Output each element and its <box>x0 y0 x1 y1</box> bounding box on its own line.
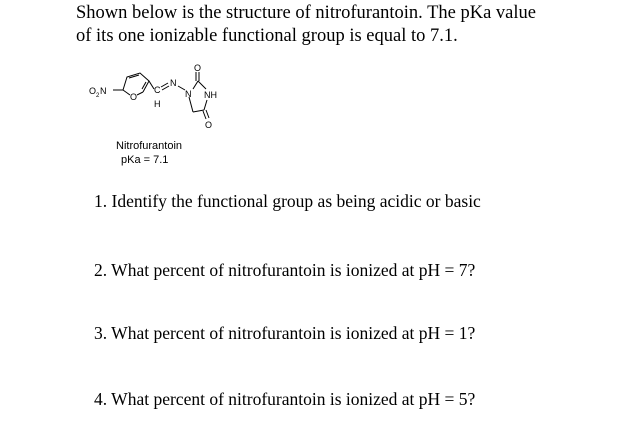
atom-no2-n: N <box>100 86 107 96</box>
bond-n-n <box>178 86 185 90</box>
atom-nh: NH <box>204 90 217 100</box>
structure-caption <box>116 139 182 167</box>
question-1: 1. Identify the functional group as being acidic or basic <box>94 191 481 211</box>
furan-ring-o-right <box>137 92 143 95</box>
compound-name: Nitrofurantoin <box>116 140 183 152</box>
question-3: 3. What percent of nitrofurantoin is ionized at pH = 1? <box>94 323 476 343</box>
atom-no2-sub: 2 <box>96 93 100 99</box>
question-4: 4. What percent of nitrofurantoin is ionized at pH = 5? <box>94 389 476 409</box>
compound-pka: pKa = 7.1 <box>121 154 169 166</box>
ring-c-nh <box>198 81 206 89</box>
atom-h: H <box>154 99 161 109</box>
question-2: 2. What percent of nitrofurantoin is ionized at pH = 7? <box>94 260 476 280</box>
furan-ring-o-left <box>123 90 130 95</box>
intro-line-2: of its one ionizable functional group is equal to 7.1. <box>76 26 458 46</box>
atom-o-bottom: O <box>205 120 213 130</box>
atom-no2-o: O <box>89 86 97 96</box>
bond-c-n-1 <box>161 83 168 87</box>
intro-line-1: Shown below is the structure of nitrofurantoin. The pKa value <box>76 3 536 23</box>
bond-co-bottom-2 <box>206 110 209 118</box>
atom-n1: N <box>170 78 177 88</box>
bond-lines <box>113 72 209 119</box>
structure-drawing <box>86 62 236 142</box>
atom-labels <box>89 63 217 130</box>
atom-c: C <box>154 85 161 95</box>
atom-o-top: O <box>194 63 202 73</box>
intro-paragraph <box>76 2 616 48</box>
atom-n2: N <box>185 89 192 99</box>
ring-nh-c <box>204 100 207 110</box>
bond-c-n-2 <box>162 86 169 90</box>
atom-ring-o: O <box>130 92 138 102</box>
ring-ch2-n <box>189 97 193 112</box>
ring-c-ch2 <box>193 110 204 112</box>
bond-co-bottom-1 <box>203 111 206 119</box>
ring-n-c-top <box>193 81 198 89</box>
nitrofurantoin-structure <box>86 62 236 142</box>
